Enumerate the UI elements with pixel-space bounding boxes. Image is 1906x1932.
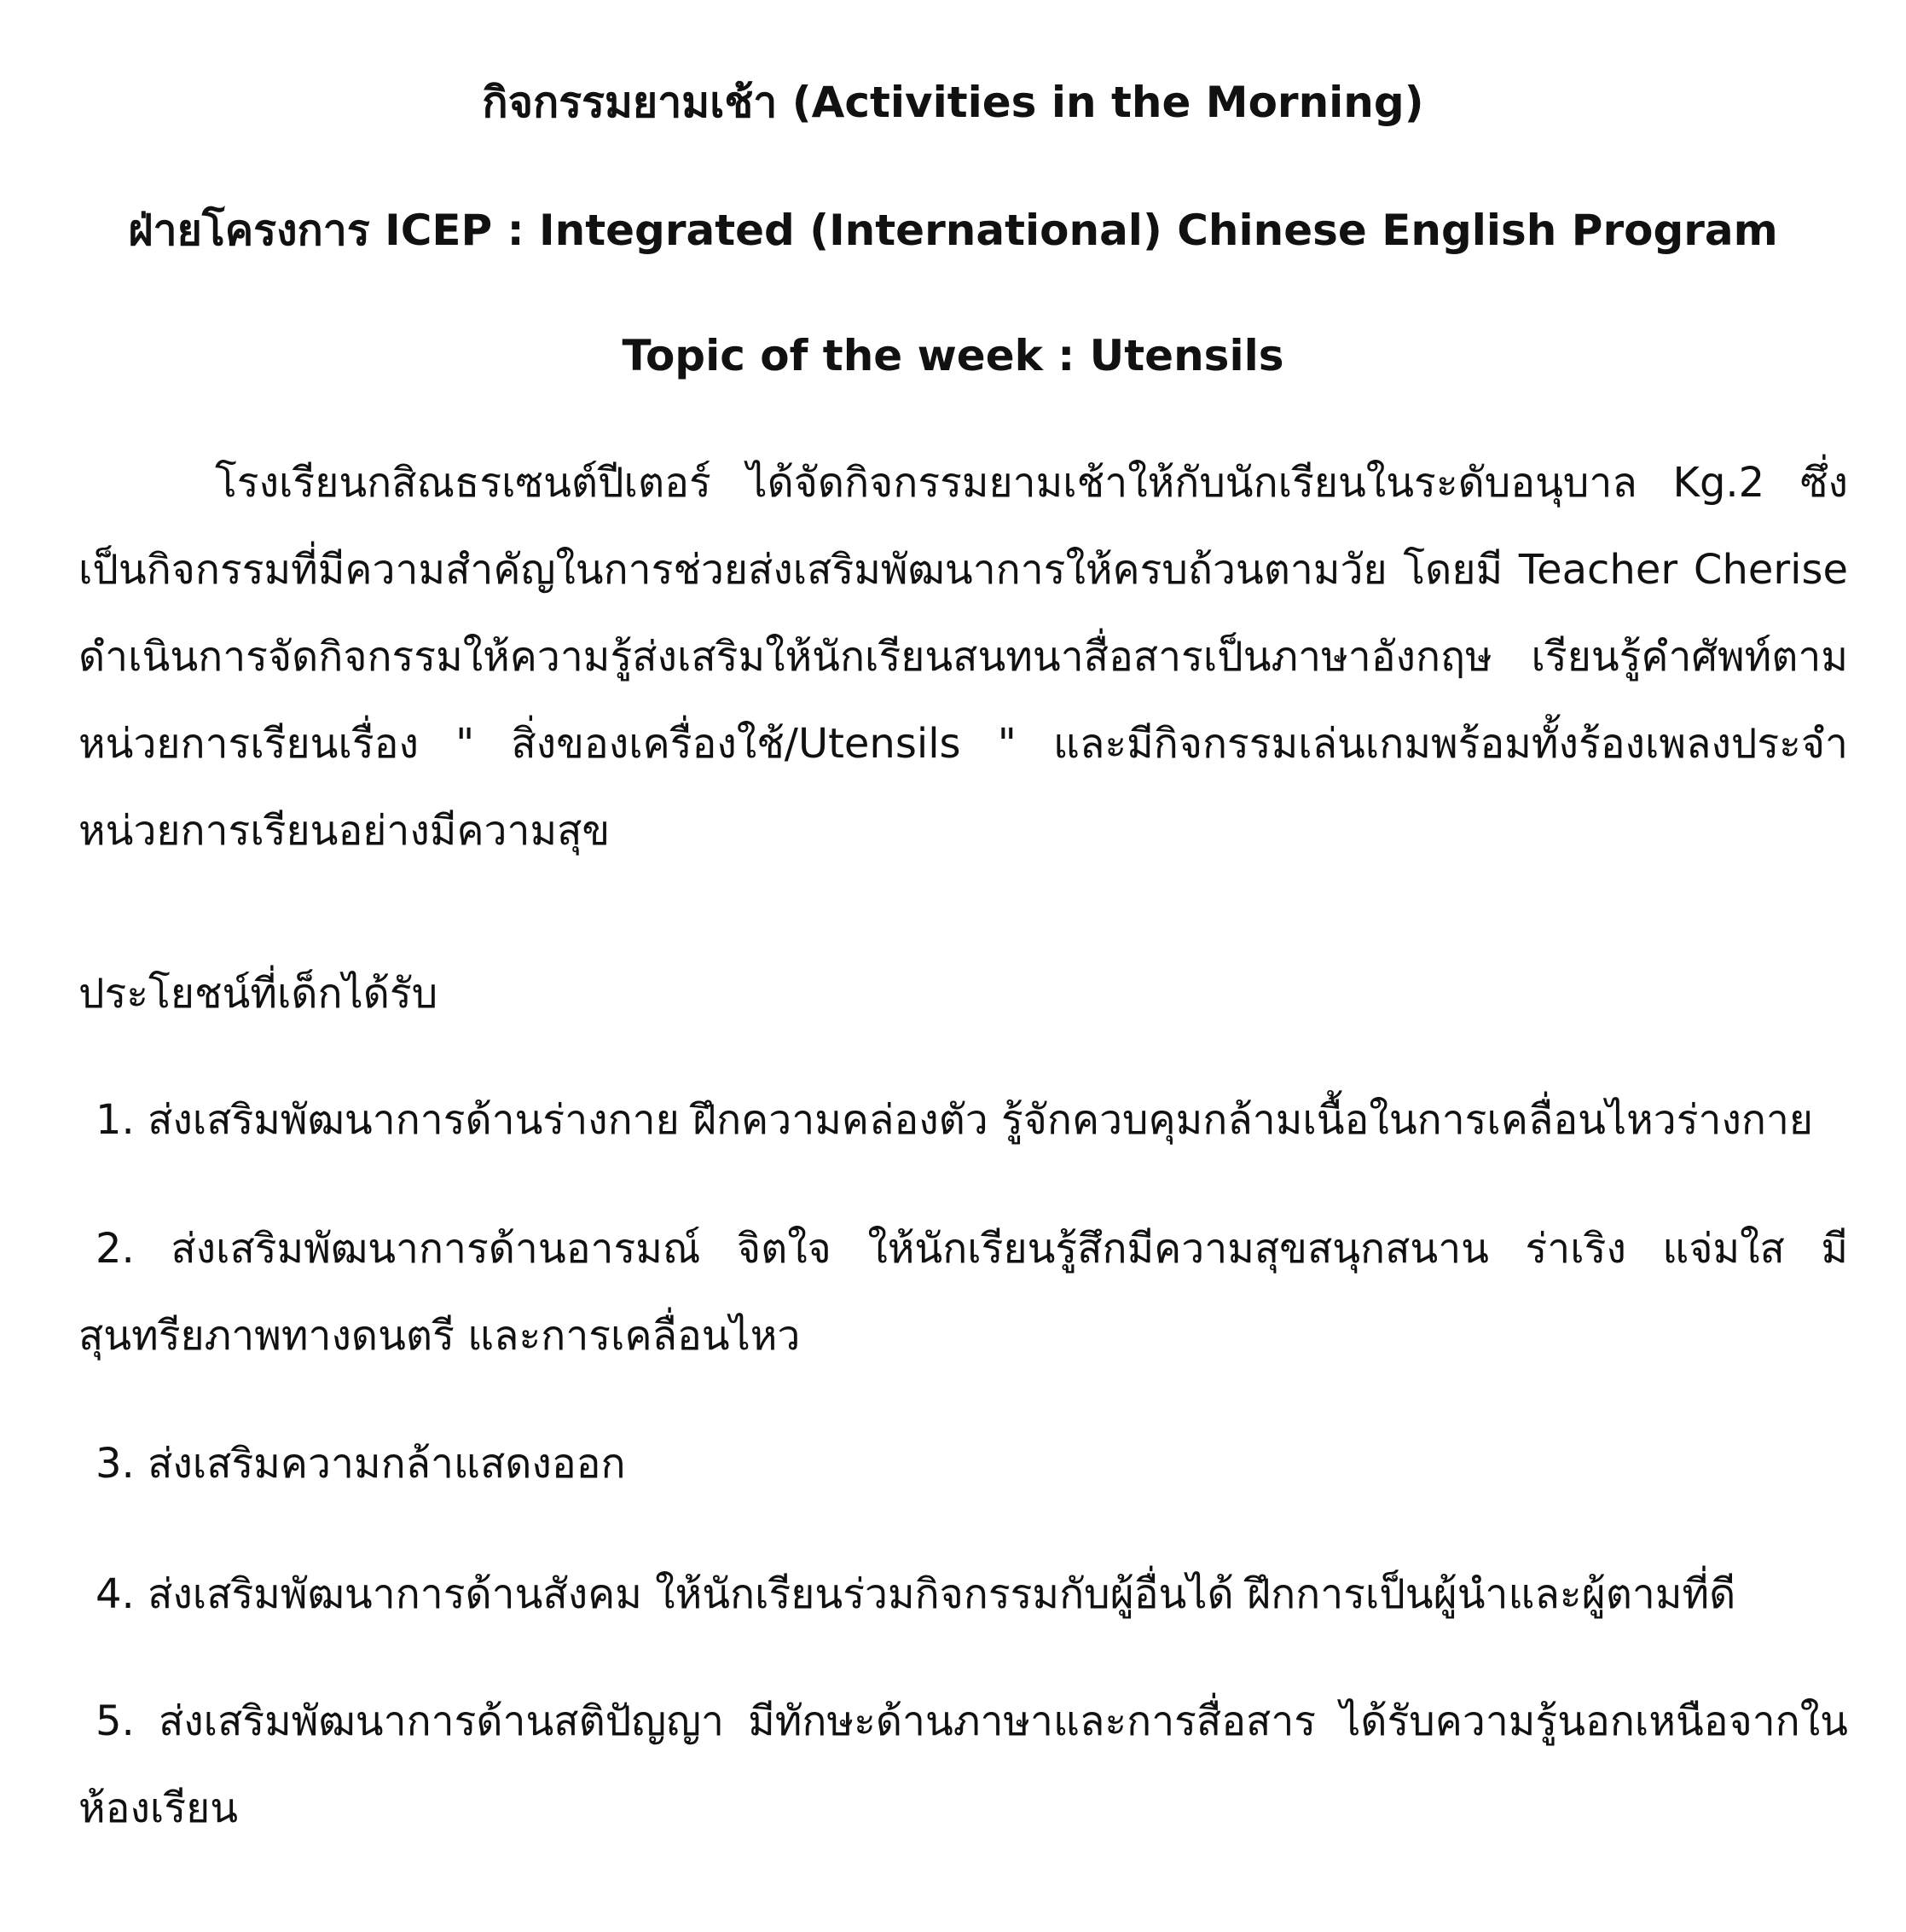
program-title: ฝ่ายโครงการ ICEP : Integrated (International) Chinese English Program: [128, 206, 1778, 255]
benefit-number: 3.: [96, 1440, 135, 1488]
topic-title: Topic of the week : Utensils: [622, 331, 1284, 380]
benefit-text: ส่งเสริมพัฒนาการด้านสติปัญญา มีทักษะด้านภาษาและการสื่อสาร ได้รับความรู้นอกเหนือจากในห้องเรียน: [78, 1697, 1848, 1832]
benefit-text: ส่งเสริมพัฒนาการด้านสังคม ให้นักเรียนร่วมกิจกรรมกับผู้อื่นได้ ฝึกการเป็นผู้นำและผู้ตามที่ดี: [148, 1570, 1736, 1618]
benefit-item: [78, 1076, 1848, 1163]
benefit-number: 5.: [96, 1697, 135, 1745]
benefit-text: ส่งเสริมพัฒนาการด้านอารมณ์ จิตใจ ให้นักเรียนรู้สึกมีความสุขสนุกสนาน ร่าเริง แจ่มใส มีสุนทรียภาพทางดนตรี และการเคลื่อนไหว: [78, 1225, 1848, 1360]
benefit-item: [78, 1205, 1848, 1379]
benefit-text: ส่งเสริมพัฒนาการด้านร่างกาย ฝึกความคล่องตัว รู้จักควบคุมกล้ามเนื้อในการเคลื่อนไหวร่างกาย: [148, 1096, 1814, 1144]
benefit-number: 2.: [96, 1225, 135, 1273]
benefit-number: 1.: [96, 1096, 135, 1144]
benefit-item: [78, 1678, 1848, 1852]
document-title: กิจกรรมยามเช้า (Activities in the Morning): [482, 78, 1424, 127]
benefits-heading: ประโยชน์ที่เด็กได้รับ: [78, 970, 438, 1018]
intro-paragraph: โรงเรียนกสิณธรเซนต์ปีเตอร์ ได้จัดกิจกรรมยามเช้าให้กับนักเรียนในระดับอนุบาล Kg.2 ซึ่งเป็นกิจกรรมที่มีความสำคัญในการช่วยส่งเสริมพัฒนาการให้ครบถ้วนตามวัย โดยมี Teacher Cherise ดำเนินการจัดกิจกรรมให้ความรู้ส่งเสริมให้นักเรียนสนทนาสื่อสารเป็นภาษาอังกฤษ เรียนรู้คำศัพท์ตามหน่วยการเรียนเรื่อง " สิ่งของเครื่องใช้/Utensils " และมีกิจกรรมเล่นเกมพร้อมทั้งร้องเพลงประจำหน่วยการเรียนอย่างมีความสุข: [78, 459, 1848, 855]
benefit-text: ส่งเสริมความกล้าแสดงออก: [148, 1440, 626, 1488]
benefit-number: 4.: [96, 1570, 135, 1618]
benefit-item: [78, 1420, 1848, 1507]
benefit-item: [78, 1551, 1848, 1638]
